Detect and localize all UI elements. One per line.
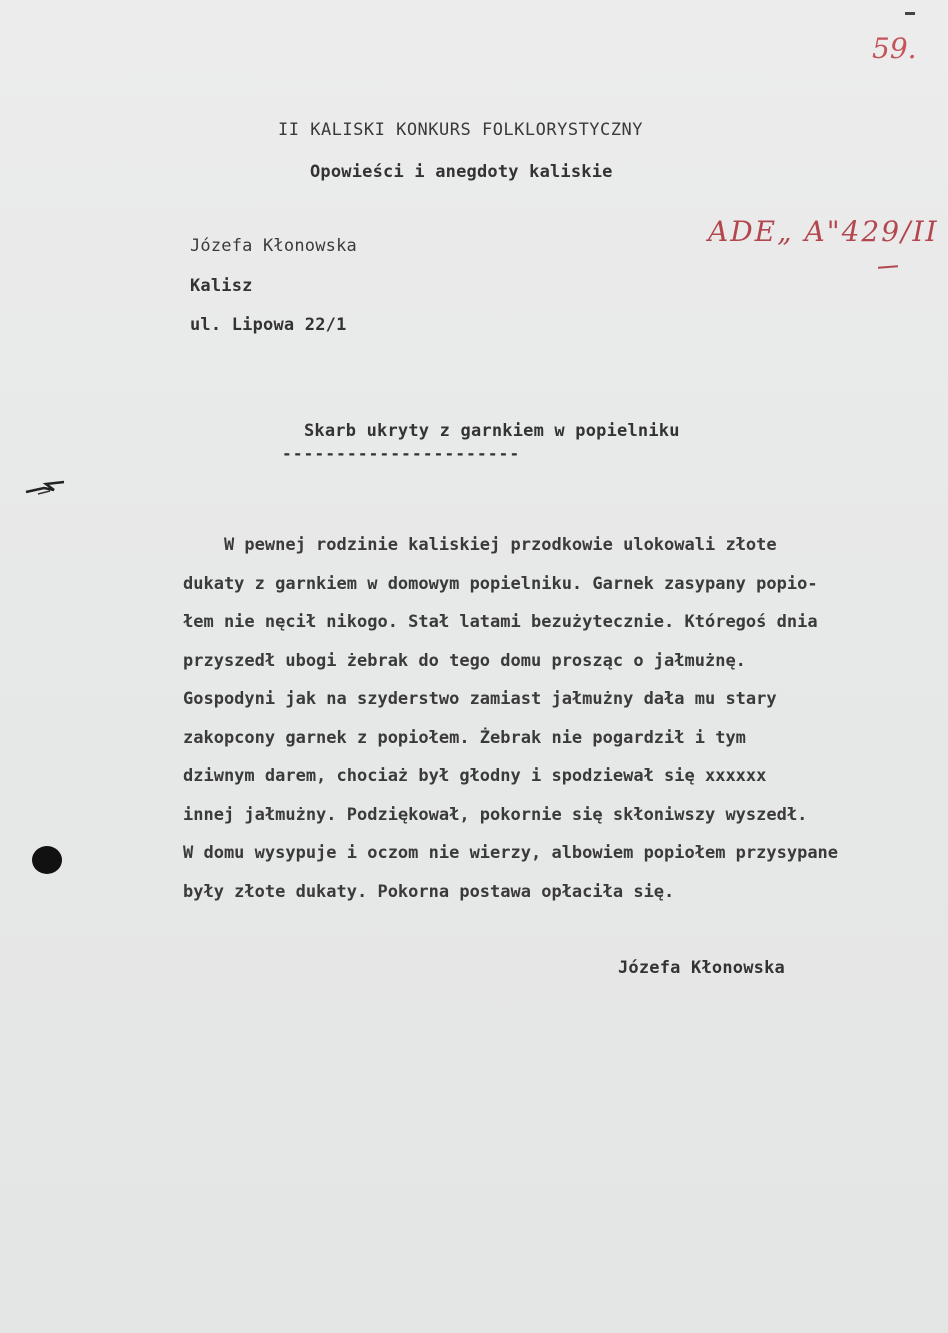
story-line: zakopcony garnek z popiołem. Żebrak nie pogardził i tym [183,727,746,748]
author-name: Józefa Kłonowska [190,236,357,256]
punch-hole [32,846,62,874]
story-line: przyszedł ubogi żebrak do tego domu prosząc o jałmużnę. [183,650,746,671]
archive-code: ADE„ A"429/II [708,215,939,248]
author-address: ul. Lipowa 22/1 [190,315,347,335]
story-title: Skarb ukryty z garnkiem w popielniku [304,421,680,441]
author-city: Kalisz [190,276,253,296]
story-line: W domu wysypuje i oczom nie wierzy, albowiem popiołem przysypane [183,843,839,863]
story-line: były złote dukaty. Pokorna postawa opłaciła się. [183,881,675,902]
page-number: 59. [872,32,917,65]
story-body [183,526,923,911]
story-line: dukaty z garnkiem w domowym popielniku. Garnek zasypany popio- [183,573,818,594]
story-title-underline: ---------------------- [282,444,521,463]
story-line: Gospodyni jak na szyderstwo zamiast jałmużny dała mu stary [183,689,777,709]
story-line: łem nie nęcił nikogo. Stał latami bezużytecznie. Któregoś dnia [183,612,818,632]
archive-code-underline [878,265,898,268]
story-line: innej jałmużny. Podziękował, pokornie się skłoniwszy wyszedł. [183,804,808,825]
collection-subheading: Opowieści i anegdoty kaliskie [310,162,613,182]
corner-mark [905,12,915,15]
contest-heading: II KALISKI KONKURS FOLKLORYSTYCZNY [278,120,643,140]
story-line: dziwnym darem, chociaż był głodny i spodziewał się xxxxxx [183,766,767,786]
signature: Józefa Kłonowska [618,958,785,978]
story-line: W pewnej rodzinie kaliskiej przodkowie ulokowali złote [183,535,777,555]
ink-mark [24,476,68,496]
